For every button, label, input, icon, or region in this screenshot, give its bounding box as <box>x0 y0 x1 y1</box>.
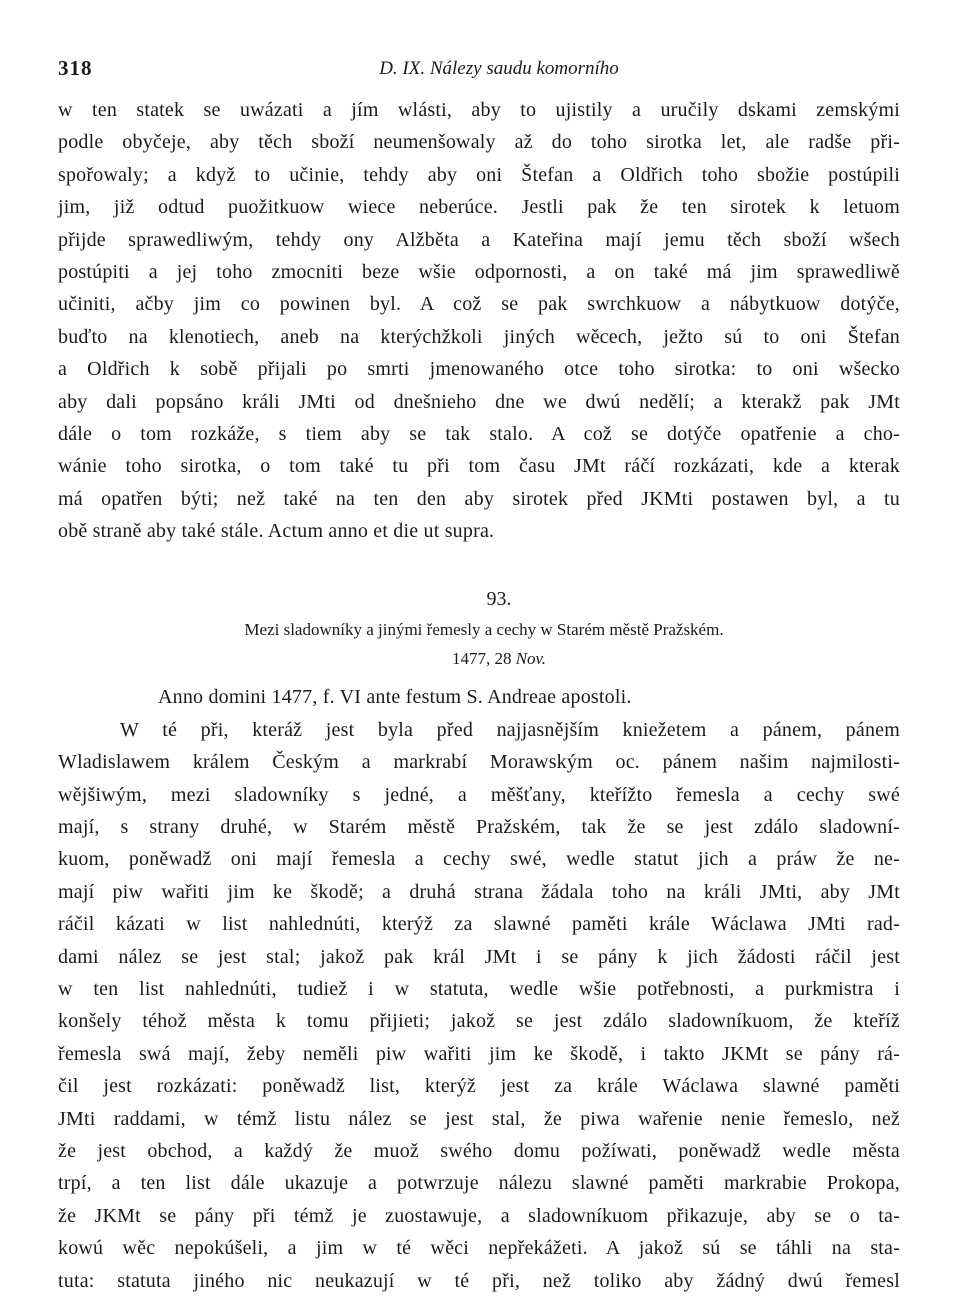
opening-line: Anno domini 1477, f. VI ante festum S. Andreae apostoli. <box>158 686 632 709</box>
text-line: obě straně aby také stále. Actum anno et die ut supra. <box>58 520 495 543</box>
text-line: učiniti, ačby jim co powinen byl. A což se pak swrchkuow a nábytkuow dotýče, <box>58 293 900 316</box>
text-line: Wladislawem králem Českým a markrabí Morawským oc. pánem našim najmilosti- <box>58 751 900 774</box>
document-page <box>58 56 900 1297</box>
text-line: kowú wěc nepokúšeli, a jim w té wěci nepřekážeti. A jakož sú se táhli na sta- <box>58 1237 900 1260</box>
text-line: mají piw wařiti jim ke škodě; a druhá strana žádala toho na králi JMti, aby JMt <box>58 880 900 903</box>
section-date-month: Nov. <box>515 649 547 669</box>
text-line: že jest obchod, a každý že muož swého domu požíwati, poněwadž wedle města <box>58 1139 900 1162</box>
text-line: W té při, kteráž jest byla před najjasnějším kniežetem a pánem, pánem <box>120 718 900 741</box>
text-line: mají, s strany druhé, w Starém městě Pražském, tak že se jest zdálo sladowní- <box>58 816 900 839</box>
text-line: JMti raddami, w témž listu nález se jest stal, že piwa wařenie nenie řemeslo, než <box>58 1107 900 1130</box>
text-line: řemesla swá mají, žeby neměli piw wařiti jim ke škodě, i takto JKMt se pány rá- <box>58 1042 900 1065</box>
section-date <box>58 645 900 673</box>
text-line: ráčil kázati w list nahlednúti, kterýž za slawné paměti krále Wáclawa JMti rad- <box>58 913 900 936</box>
text-line: přijde sprawedliwým, tehdy ony Alžběta a Kateřina mají jemu těch sboží wšech <box>58 228 900 251</box>
text-line: tuta: statuta jiného nic neukazují w té při, než toliko aby žádný dwú řemesl <box>58 1269 900 1292</box>
text-line: a Oldřich k sobě přijali po smrti jmenowaného otce toho sirotka: to oni wšecko <box>58 358 900 381</box>
text-line: konšely téhož města k tomu přijieti; jakož se jest zdálo sladowníkuom, že kteříž <box>58 1010 900 1033</box>
section-title: Mezi sladowníky a jinými řemesly a cechy w Starém městě Pražském. <box>244 620 724 640</box>
section-number: 93. <box>486 588 512 611</box>
text-line: dami nález se jest stal; jakož pak král JMt i se pány k jich žádosti ráčil jest <box>58 945 900 968</box>
text-line: wánie toho sirotka, o tom také tu při tom času JMt ráčí rozkázati, kde a kterak <box>58 455 900 478</box>
text-line: w ten list nahlednúti, tudiež i w statuta, wedle wšie potřebnosti, a purkmistra i <box>58 977 900 1000</box>
text-line: čil jest rozkázati: poněwadž list, kterýž jest za krále Wáclawa slawné paměti <box>58 1075 900 1098</box>
text-line: spořowaly; a když to učinie, tehdy aby oni Štefan a Oldřich toho sbožie postúpili <box>58 163 900 186</box>
text-line: dále o tom rozkáže, s tiem aby se tak stalo. A což se dotýče opatřenie a cho- <box>58 422 900 445</box>
text-line: podle obyčeje, aby těch sboží neumenšowaly až do toho sirotka let, ale radše při- <box>58 131 900 154</box>
text-line: postúpiti a jej toho zmocniti beze wšie odpornosti, a on také má jim sprawedliwě <box>58 260 900 283</box>
text-line: má opatřen býti; než také na ten den aby sirotek před JKMti postawen byl, a tu <box>58 487 900 510</box>
paragraph-continuation <box>58 94 900 547</box>
text-line: wějšiwým, mezi sladowníky s jedné, a měšťany, kteřížto řemesla a cechy swé <box>58 783 900 806</box>
paragraph-section-93 <box>58 681 900 1296</box>
text-line: kuom, poněwadž oni mají řemesla a cechy swé, wedle statut jich a práw že ne- <box>58 848 900 871</box>
page-header <box>58 56 900 86</box>
text-line: že JKMt se pány při témž je zuostawuje, a sladowníkuom přikazuje, aby se o ta- <box>58 1204 900 1227</box>
text-line: w ten statek se uwázati a jím wlásti, aby to ujistily a uručily dskami zemskými <box>58 99 900 121</box>
text-line: jim, již odtud puožitkuow wiece neberúce. Jestli pak že ten sirotek k letuom <box>58 196 900 219</box>
text-line: aby dali popsáno králi JMti od dnešnieho dne we dwú nedělí; a kterakž pak JMt <box>58 390 900 413</box>
section-date-year-day: 1477, 28 <box>451 649 512 669</box>
text-line: buďto na klenotiech, aneb na kterýchžkoli jiných wěcech, ježto sú to oni Štefan <box>58 325 900 348</box>
text-line: trpí, a ten list dále ukazuje a potwrzuje nálezu slawné paměti markrabie Prokopa, <box>58 1172 900 1195</box>
running-head: D. IX. Nálezy saudu komorního <box>379 58 619 79</box>
page-number: 318 <box>58 56 93 80</box>
